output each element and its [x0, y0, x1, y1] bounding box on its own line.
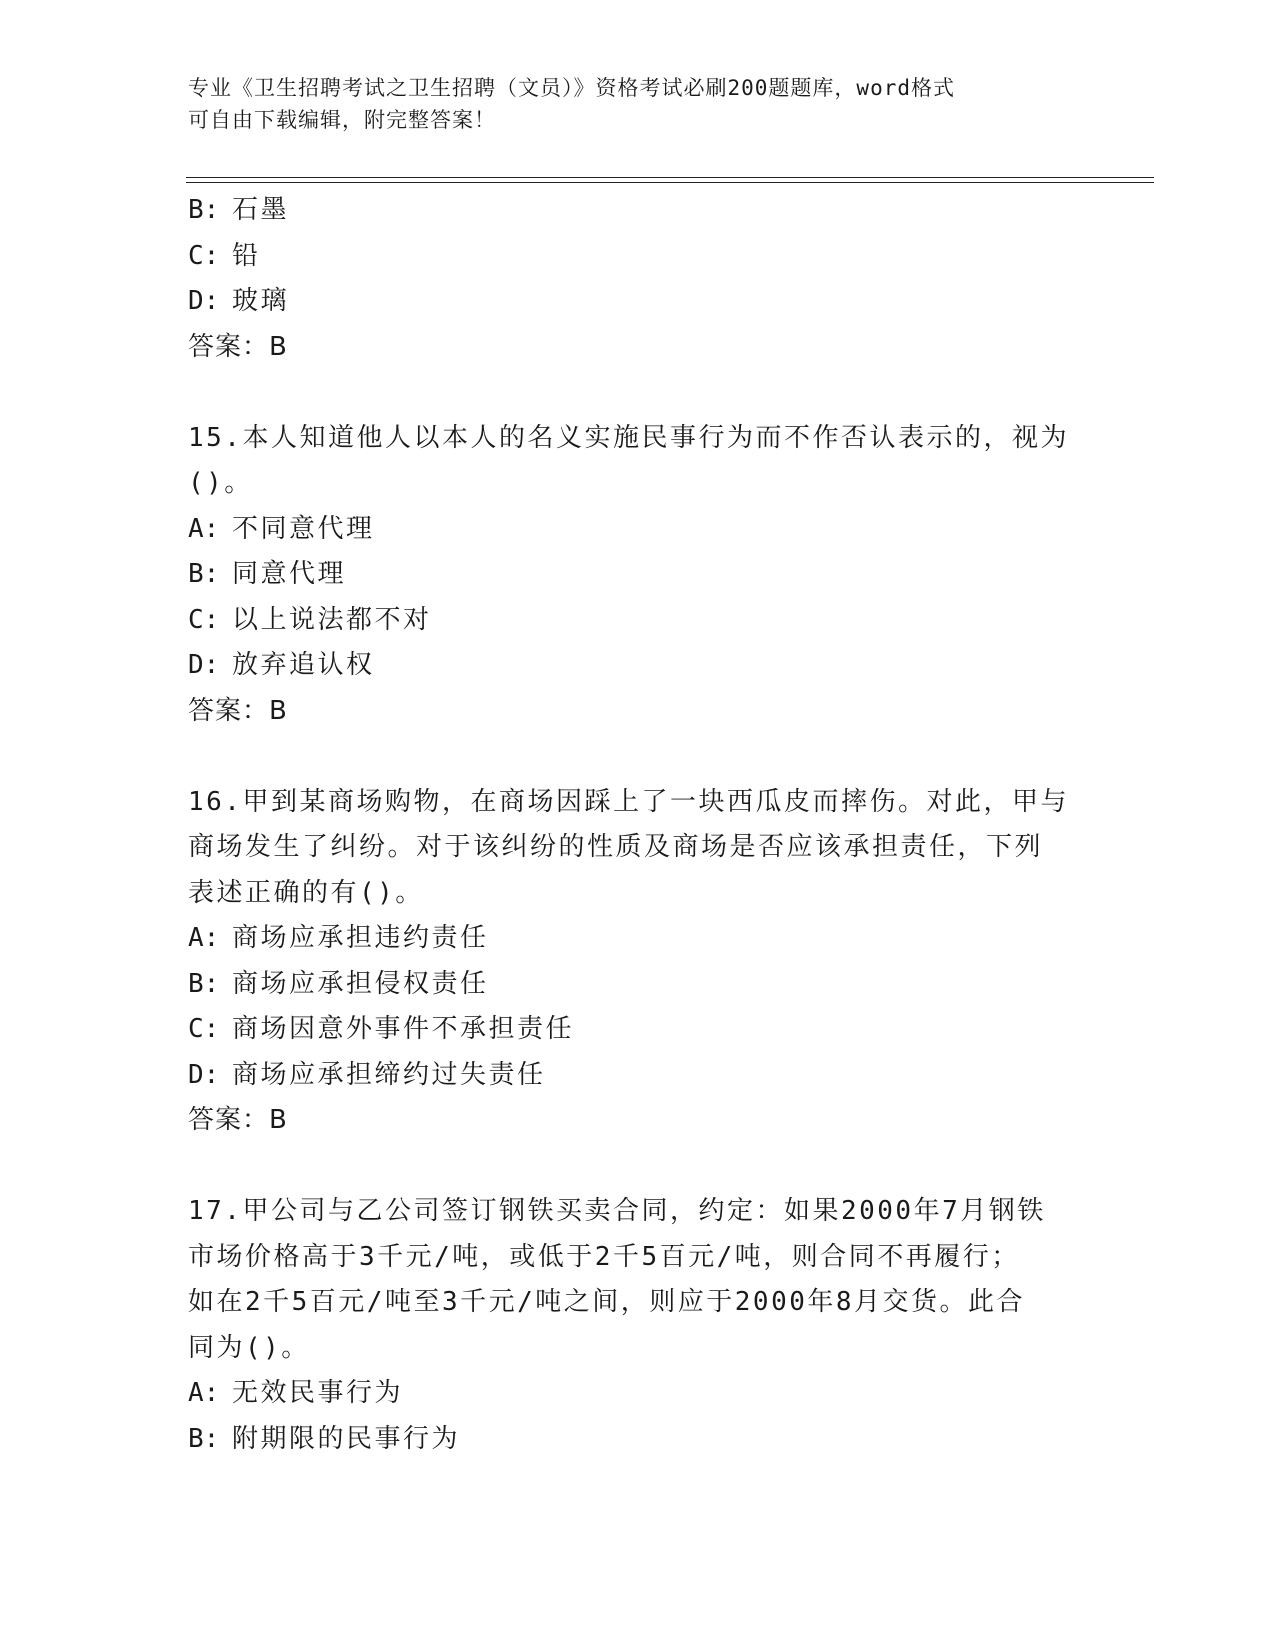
question-text-line: ()。 [188, 468, 253, 498]
question-text-line: 同为()。 [188, 1332, 310, 1363]
option-text: 石墨 [232, 195, 290, 225]
answer-option [188, 234, 1088, 280]
question-text-line: 商场发生了纠纷。对于该纠纷的性质及商场是否应该承担责任，下列 [188, 832, 1044, 862]
header-divider-top [186, 177, 1154, 178]
answer-option [188, 279, 1088, 325]
header-title-line-2: 可自由下载编辑，附完整答案！ [188, 108, 496, 132]
question-block [188, 188, 1088, 370]
option-letter: B: [188, 195, 220, 225]
question-block [188, 416, 1088, 735]
answer-option [188, 1053, 1088, 1099]
question-text-line: 表述正确的有()。 [188, 877, 424, 908]
option-text: 铅 [232, 240, 261, 271]
question-text-line: 16.甲到某商场购物，在商场因踩上了一块西瓜皮而摔伤。对此，甲与 [188, 786, 1069, 817]
option-text: 附期限的民事行为 [232, 1423, 461, 1454]
answer-option [188, 1417, 1088, 1463]
question-text-line: 15.本人知道他人以本人的名义实施民事行为而不作否认表示的，视为 [188, 422, 1069, 453]
question-block [188, 1189, 1088, 1462]
option-letter: C: [188, 604, 220, 635]
answer-key: 答案：B [188, 695, 288, 726]
option-text: 同意代理 [232, 559, 347, 589]
option-text: 以上说法都不对 [232, 604, 432, 635]
option-text: 商场应承担缔约过失责任 [232, 1059, 546, 1090]
option-text: 商场因意外事件不承担责任 [232, 1014, 575, 1044]
answer-option [188, 1007, 1088, 1053]
option-text: 玻璃 [232, 286, 290, 316]
option-letter: B: [188, 968, 220, 999]
answer-key: 答案：B [188, 331, 288, 362]
question-list [188, 188, 1088, 1462]
option-text: 放弃追认权 [232, 650, 375, 680]
option-letter: A: [188, 1378, 220, 1408]
option-letter: B: [188, 1423, 220, 1454]
option-text: 不同意代理 [232, 513, 375, 544]
answer-option [188, 552, 1088, 598]
option-letter: D: [188, 286, 220, 316]
option-letter: D: [188, 650, 220, 680]
answer-option [188, 962, 1088, 1008]
answer-option [188, 643, 1088, 689]
answer-option [188, 1371, 1088, 1417]
block-spacer [188, 370, 1088, 416]
document-header [188, 72, 1068, 136]
header-title-line-1: 专业《卫生招聘考试之卫生招聘（文员）》资格考试必刷200题题库，word格式 [188, 76, 955, 100]
option-letter: A: [188, 513, 220, 544]
answer-option [188, 598, 1088, 644]
question-text-line: 市场价格高于3千元/吨，或低于2千5百元/吨，则合同不再履行； [188, 1241, 1020, 1272]
answer-option [188, 916, 1088, 962]
answer-option [188, 188, 1088, 234]
option-text: 商场应承担违约责任 [232, 923, 489, 953]
option-letter: A: [188, 923, 220, 953]
block-spacer [188, 734, 1088, 780]
option-letter: C: [188, 1014, 220, 1044]
question-block [188, 780, 1088, 1144]
question-text-line: 17.甲公司与乙公司签订钢铁买卖合同，约定：如果2000年7月钢铁 [188, 1196, 1046, 1226]
option-text: 商场应承担侵权责任 [232, 968, 489, 999]
block-spacer [188, 1144, 1088, 1190]
question-text-line: 如在2千5百元/吨至3千元/吨之间，则应于2000年8月交货。此合 [188, 1287, 1026, 1317]
option-letter: C: [188, 240, 220, 271]
option-letter: B: [188, 559, 220, 589]
answer-key: 答案：B [188, 1105, 288, 1135]
answer-option [188, 507, 1088, 553]
header-divider-bottom [186, 182, 1154, 183]
option-letter: D: [188, 1059, 220, 1090]
option-text: 无效民事行为 [232, 1378, 404, 1408]
